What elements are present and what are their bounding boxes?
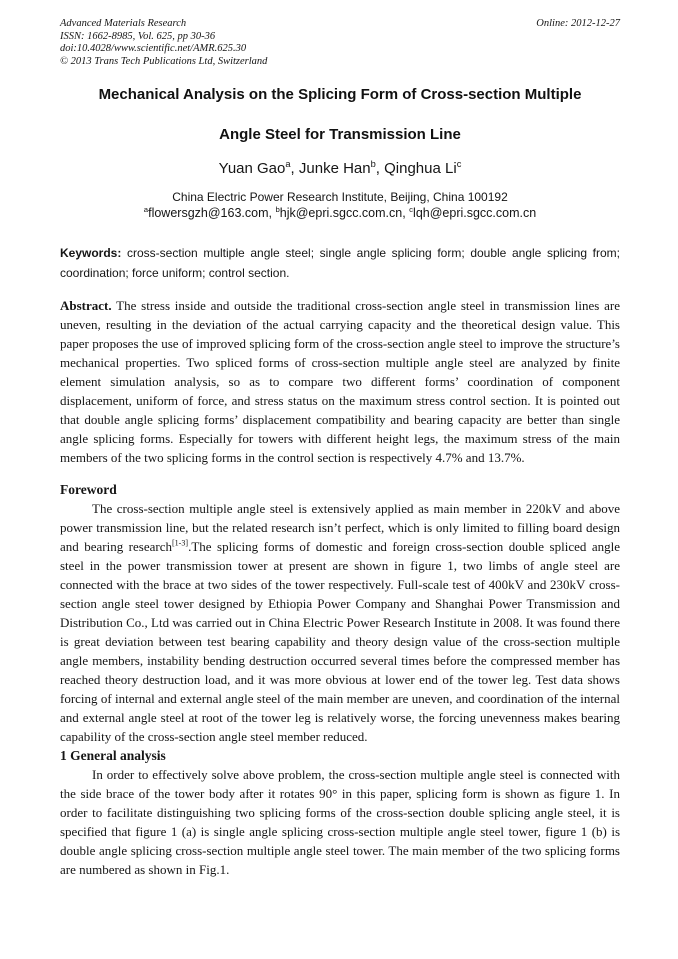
copyright-line: © 2013 Trans Tech Publications Ltd, Switzerland (60, 55, 268, 67)
doi-line: doi:10.4028/www.scientific.net/AMR.625.30 (60, 43, 247, 54)
keywords-label: Keywords: (60, 246, 122, 260)
email-3-address: lqh@epri.sgcc.com.cn (413, 206, 537, 220)
reference-superscript: [1-3] (171, 538, 189, 548)
author-1-superscript: a (285, 159, 291, 169)
emails-line (60, 205, 620, 221)
email-1 (144, 206, 276, 220)
paper-title (60, 84, 620, 146)
online-date: Online: 2012-12-27 (536, 18, 620, 29)
journal-header-left (60, 18, 267, 68)
author-3-superscript: c (456, 159, 462, 169)
journal-header (60, 18, 620, 68)
title-line-2: Angle Steel for Transmission Line (219, 126, 461, 143)
author-2 (299, 160, 384, 177)
foreword-text-before-reference: The cross-section multiple angle steel is extensively applied as main member in 220kV and above power transmission line, but the related research isn’t perfect, which is only limited to filling board design and bearing research (60, 501, 620, 554)
email-3-superscript: c (409, 204, 414, 214)
email-separator: , (268, 206, 276, 220)
author-separator: , (375, 160, 385, 177)
abstract-text: The stress inside and outside the traditional cross-section angle steel in transmission lines are uneven, resulting in the deviation of the actual carrying capacity and the theoretical design value. This paper proposes the use of improved splicing form of the cross-section angle steel to improve the structure’s mechanical properties. Two spliced forms of cross-section multiple angle steel are analyzed by finite element simulation analysis, so as to compare two different forms’ coordination of component displacement, uniform of force, and stress status on the maximum stress control section. It is pointed out that double angle splicing forms’ displacement compatibility and bearing capacity are better than single angle splicing forms. Especially for towers with different height legs, the maximum stress of the main members of the two splicing forms in the control section is respectively 4.7% and 13.7%. (60, 298, 620, 465)
foreword-text-after-reference: .The splicing forms of domestic and foreign cross-section double spliced angle steel in the power transmission tower at present are shown in figure 1, two limbs of angle steel are connected with the brace at two sides of the tower respectively. Full-scale test of 400kV and 230kV cross-section angle steel tower designed by Ethiopia Power Company and Shanghai Power Transmission and Distribution Co., Ltd was carried out in China Electric Power Research Institute in 2008. It was found there is great deviation between test bearing capability and theory design value of the cross-section multiple angle members, instability bending destruction occurred several times before the compressed member has reached theory destruction load, and it was more obvious at lower end of the tower leg. Test data shows forcing of internal and external angle steel of the main member are uneven, and coordination of the internal and external angle steel at root of the tower leg is relatively worse, the forcing unevenness makes bearing capability of the cross-section angle steel member reduced. (60, 539, 620, 744)
title-line-1: Mechanical Analysis on the Splicing Form of Cross-section Multiple (98, 86, 582, 103)
general-analysis-paragraph: In order to effectively solve above problem, the cross-section multiple angle steel is connected with the side brace of the tower body after it rotates 90° in this paper, splicing form is shown as figure 1. In order to facilitate distinguishing two splicing forms of the cross-section double splicing angle steel, it is specified that figure 1 (a) is single angle splicing cross-section multiple angle steel tower, figure 1 (b) is double angle splicing cross-section multiple angle steel tower. The main member of the two splicing forms are numbered as shown in Fig.1. (60, 767, 620, 877)
email-separator: , (402, 206, 410, 220)
author-3-name: Qinghua Li (384, 160, 457, 177)
email-1-superscript: a (143, 204, 149, 214)
foreword-paragraph (60, 499, 620, 746)
email-2-address: hjk@epri.sgcc.com.cn (279, 206, 403, 220)
issn-line: ISSN: 1662-8985, Vol. 625, pp 30-36 (60, 30, 216, 42)
abstract-label: Abstract. (60, 298, 112, 313)
email-3 (409, 206, 536, 220)
author-1 (219, 160, 299, 177)
author-1-name: Yuan Gao (218, 160, 286, 177)
email-1-address: flowersgzh@163.com (148, 206, 269, 220)
journal-name: Advanced Materials Research (60, 18, 187, 29)
author-separator: , (290, 160, 299, 177)
affiliation-line: China Electric Power Research Institute, Beijing, China 100192 (172, 190, 508, 204)
abstract-paragraph (60, 296, 620, 467)
email-2-superscript: b (275, 204, 280, 214)
author-3 (384, 160, 461, 177)
keywords-text: cross-section multiple angle steel; single angle splicing form; double angle splicing from; coordination; force uniform; control section. (60, 246, 620, 280)
foreword-heading: Foreword (60, 482, 117, 497)
author-2-superscript: b (370, 159, 376, 169)
keywords-block (60, 243, 620, 283)
author-2-name: Junke Han (298, 160, 371, 177)
general-analysis-heading: 1 General analysis (60, 748, 166, 763)
email-2 (275, 206, 409, 220)
authors-line (60, 159, 620, 179)
